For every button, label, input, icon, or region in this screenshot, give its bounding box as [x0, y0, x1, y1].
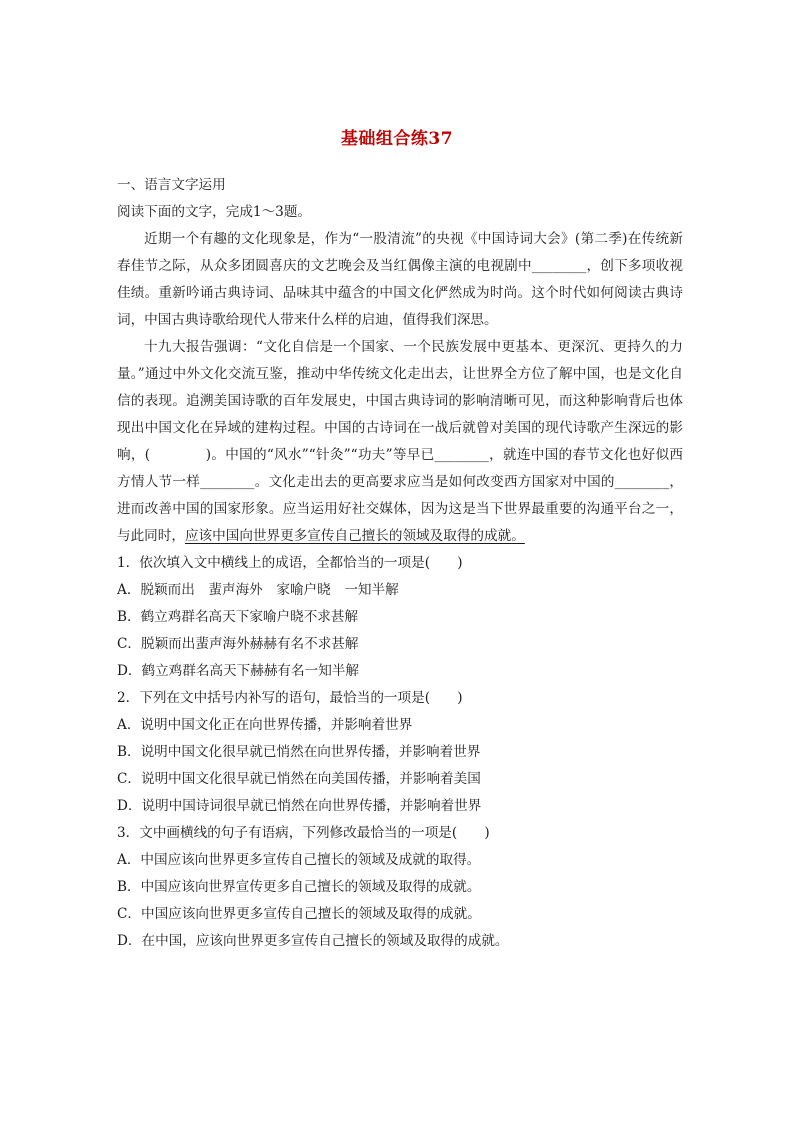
question-1-option-c: C．脱颖而出蜚声海外赫赫有名不求甚解 [117, 636, 359, 652]
question-2-stem: 2．下列在文中括号内补写的语句，最恰当的一项是( ) [117, 690, 463, 706]
question-3 [117, 820, 683, 955]
underlined-sentence: 应该中国向世界更多宣传自己擅长的领域及取得的成就。 [184, 528, 525, 544]
passage-paragraph-2-text: 十九大报告强调：“文化自信是一个国家、一个民族发展中更基本、更深沉、更持久的力量。”通过中外文化交流互鉴，推动中华传统文化走出去，让世界全方位了解中国，也是文化自信的表现。追溯美国诗歌的百年发展史，中国古典诗词的影响清晰可见，而这种影响背后也体现出中国文化在异域的建构过程。中国的古诗词在一战后就曾对美国的现代诗歌产生深远的影响，( )。中国的“风水”“针灸”“功夫”等早已________，就连中国的春节文化也好似西方情人节一样________。文化走出去的更高要求应当是如何改变西方国家对中国的________，进而改善中国的国家形象。应当运用好社交媒体，因为这是当下世界最重要的沟通平台之一，与此同时， [117, 339, 683, 544]
question-2-option-c: C．说明中国文化很早就已悄然在向美国传播，并影响着美国 [117, 771, 481, 787]
question-2 [117, 685, 683, 820]
question-1-option-a: A．脱颖而出 蜚声海外 家喻户晓 一知半解 [117, 582, 399, 598]
question-1-option-d: D．鹤立鸡群名高天下赫赫有名一知半解 [117, 663, 359, 679]
section-heading: 一、语言文字运用 [117, 177, 226, 193]
question-1-stem: 1．依次填入文中横线上的成语，全都恰当的一项是( ) [117, 555, 463, 571]
question-3-option-b: B．中国应该向世界宣传更多自己擅长的领域及取得的成就。 [117, 879, 481, 895]
question-2-option-d: D．说明中国诗词很早就已悄然在向世界传播，并影响着世界 [117, 798, 482, 814]
page-title: 基础组合练37 [340, 129, 454, 149]
question-3-stem: 3．文中画横线的句子有语病，下列修改最恰当的一项是( ) [117, 825, 490, 841]
question-3-option-c: C．中国应该向世界更多宣传自己擅长的领域及取得的成就。 [117, 906, 481, 922]
reading-instruction: 阅读下面的文字，完成1～3题。 [117, 204, 312, 220]
question-3-option-a: A．中国应该向世界更多宣传自己擅长的领域及成就的取得。 [117, 852, 481, 868]
question-3-option-d: D．在中国，应该向世界更多宣传自己擅长的领域及取得的成就。 [117, 933, 509, 949]
question-1 [117, 550, 683, 685]
question-1-option-b: B．鹤立鸡群名高天下家喻户晓不求甚解 [117, 609, 359, 625]
question-2-option-a: A．说明中国文化正在向世界传播，并影响着世界 [117, 717, 413, 733]
passage-paragraph-2 [117, 334, 683, 550]
passage-paragraph-1: 近期一个有趣的文化现象是，作为“一股清流”的央视《中国诗词大会》(第二季)在传统新春佳节之际，从众多团圆喜庆的文艺晚会及当红偶像主演的电视剧中________，创下多项收视佳绩。重新吟诵古典诗词、品味其中蕴含的中国文化俨然成为时尚。这个时代如何阅读古典诗词，中国古典诗歌给现代人带来什么样的启迪，值得我们深思。 [117, 231, 683, 328]
question-2-option-b: B．说明中国文化很早就已悄然在向世界传播，并影响着世界 [117, 744, 481, 760]
document-body [117, 172, 683, 955]
